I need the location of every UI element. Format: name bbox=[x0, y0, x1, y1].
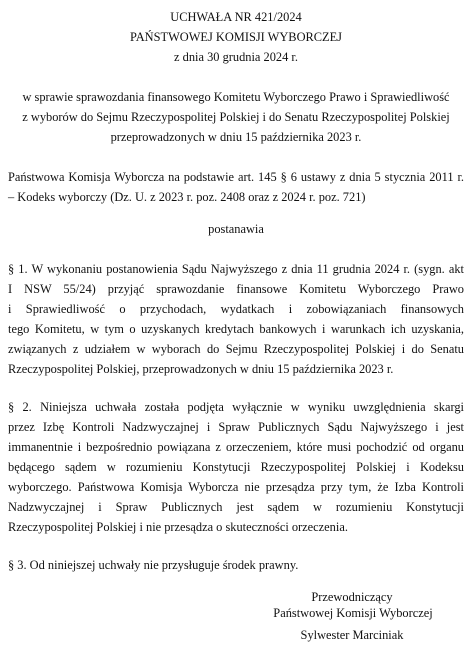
section-1-line: I NSW 55/24) przyjąć sprawozdanie finansowe Komitetu Wyborczego Prawo bbox=[8, 282, 464, 296]
preamble-line-2: – Kodeks wyborczy (Dz. U. z 2023 r. poz. 2408 oraz z 2024 r. poz. 721) bbox=[8, 190, 366, 204]
section-2-line: Rzeczypospolitej Polskiej i nie przesądza o skuteczności orzeczenia. bbox=[8, 520, 348, 534]
document-date: z dnia 30 grudnia 2024 r. bbox=[174, 50, 298, 64]
document-title: UCHWAŁA NR 421/2024 bbox=[170, 10, 302, 24]
section-1-line: tego Komitetu, w tym o uzyskanych kredytach bankowych i warunkach ich uzyskania, bbox=[8, 322, 464, 336]
signatory-name: Sylwester Marciniak bbox=[300, 628, 404, 642]
section-2-line: przez Izbę Kontroli Nadzwyczajnej i Spraw Publicznych Sądu Najwyższego i jest bbox=[8, 420, 464, 434]
subject-line-2: z wyborów do Sejmu Rzeczypospolitej Polskiej i do Senatu Rzeczypospolitej Polskiej bbox=[22, 110, 450, 124]
section-1-line: i Sprawiedliwość o przychodach, wydatkach i zobowiązaniach finansowych bbox=[8, 302, 464, 316]
section-1-line: związanych z udziałem w wyborach do Sejmu Rzeczypospolitej Polskiej i do Senatu bbox=[8, 342, 464, 356]
subject-line-1: w sprawie sprawozdania finansowego Komitetu Wyborczego Prawo i Sprawiedliwość bbox=[22, 90, 450, 104]
section-2-line: immanentnie i bezpośrednio powiązana z orzeczeniem, które musi pochodzić od organu bbox=[8, 440, 464, 454]
subject-line-3: przeprowadzonych w dniu 15 października 2023 r. bbox=[110, 130, 362, 144]
section-2-line: § 2. Niniejsza uchwała została podjęta wyłącznie w wyniku uwzględnienia skargi bbox=[8, 400, 464, 414]
signature-role-line-2: Państwowej Komisji Wyborczej bbox=[273, 606, 433, 620]
preamble-line-1: Państwowa Komisja Wyborcza na podstawie art. 145 § 6 ustawy z dnia 5 stycznia 2011 r. bbox=[8, 170, 464, 184]
section-2-line: Nadzwyczajnej i Spraw Publicznych jest sądem w rozumieniu Konstytucji bbox=[8, 500, 464, 514]
section-1-line: § 1. W wykonaniu postanowienia Sądu Najwyższego z dnia 11 grudnia 2024 r. (sygn. akt bbox=[8, 262, 464, 276]
section-2-line: będącego sądem w rozumieniu Konstytucji Rzeczypospolitej Polskiej i Kodeksu bbox=[8, 460, 464, 474]
section-1-line: Rzeczypospolitej Polskiej, przeprowadzonych w dniu 15 października 2023 r. bbox=[8, 362, 394, 376]
section-3-line: § 3. Od niniejszej uchwały nie przysługuje środek prawny. bbox=[8, 558, 299, 572]
section-2-line: wyborczego. Państwowa Komisja Wyborcza nie przesądza przy tym, że Izba Kontroli bbox=[8, 480, 464, 494]
document-issuer: PAŃSTWOWEJ KOMISJI WYBORCZEJ bbox=[129, 30, 343, 44]
signature-role-line-1: Przewodniczący bbox=[311, 590, 393, 604]
decision-word: postanawia bbox=[208, 222, 264, 236]
